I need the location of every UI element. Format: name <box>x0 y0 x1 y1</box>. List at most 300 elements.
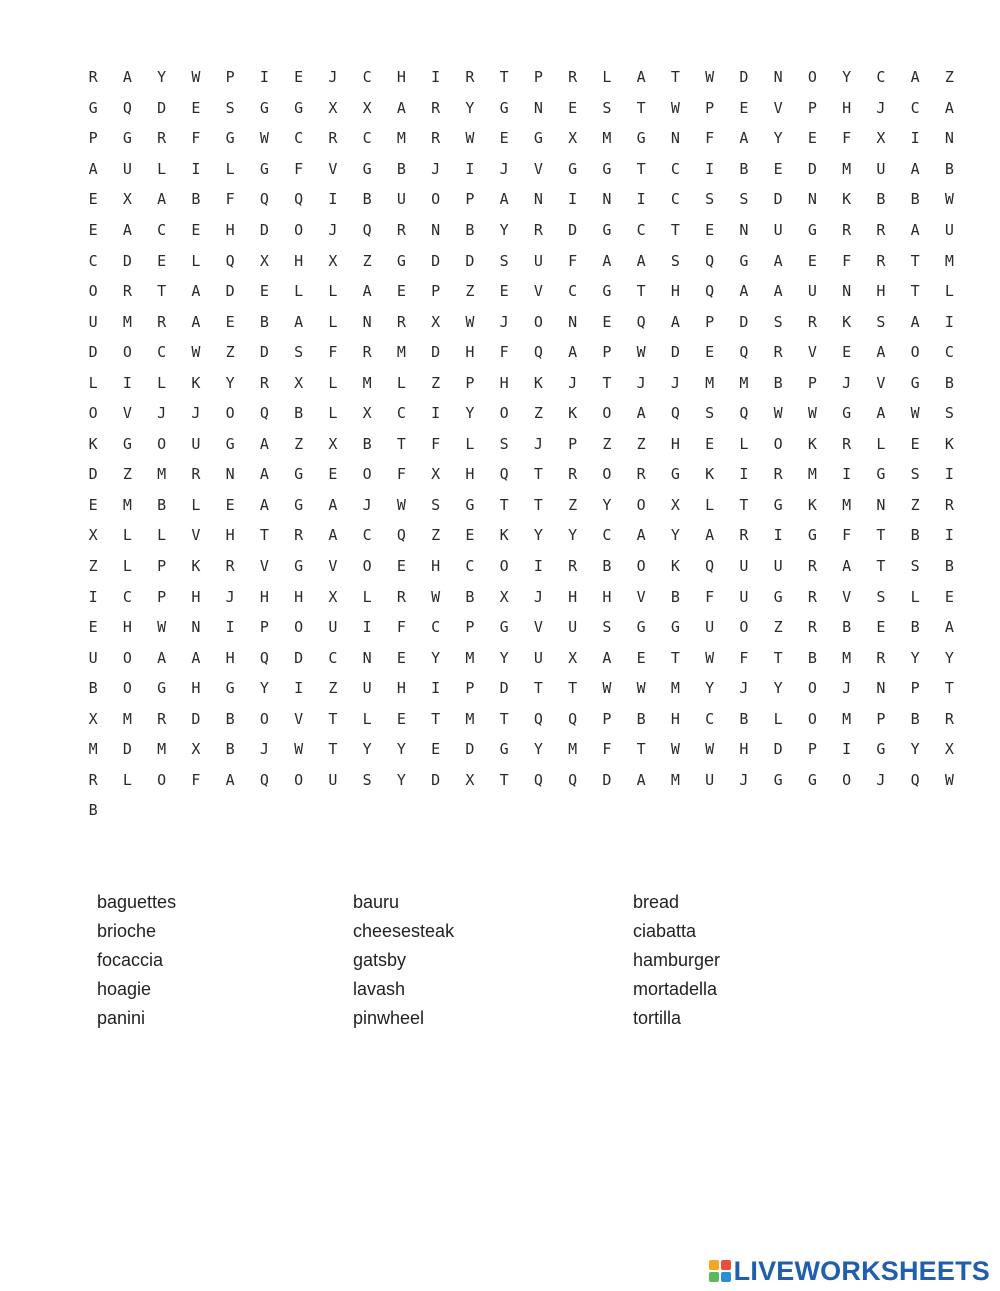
grid-letter[interactable]: N <box>533 98 543 117</box>
grid-letter[interactable]: E <box>773 159 783 178</box>
grid-letter[interactable]: O <box>842 770 852 789</box>
grid-letter[interactable]: L <box>944 282 954 301</box>
grid-letter[interactable]: L <box>328 373 338 392</box>
grid-letter[interactable]: P <box>225 68 235 87</box>
grid-letter[interactable]: A <box>636 404 646 423</box>
grid-letter[interactable]: Y <box>910 740 920 759</box>
grid-letter[interactable]: O <box>431 190 441 209</box>
grid-letter[interactable]: G <box>225 434 235 453</box>
grid-letter[interactable]: W <box>670 98 680 117</box>
grid-letter[interactable]: I <box>568 190 578 209</box>
grid-letter[interactable]: G <box>807 770 817 789</box>
grid-letter[interactable]: I <box>739 465 749 484</box>
grid-letter[interactable]: G <box>910 373 920 392</box>
grid-letter[interactable]: G <box>259 159 269 178</box>
grid-letter[interactable]: I <box>294 679 304 698</box>
grid-letter[interactable]: M <box>842 159 852 178</box>
grid-letter[interactable]: G <box>499 98 509 117</box>
grid-letter[interactable]: F <box>396 465 406 484</box>
grid-letter[interactable]: G <box>294 98 304 117</box>
grid-letter[interactable]: A <box>739 282 749 301</box>
grid-letter[interactable]: X <box>122 190 132 209</box>
grid-letter[interactable]: U <box>944 221 954 239</box>
grid-letter[interactable]: G <box>294 495 304 514</box>
grid-letter[interactable]: H <box>842 98 852 117</box>
grid-letter[interactable]: T <box>328 709 338 728</box>
grid-letter[interactable]: A <box>602 251 612 270</box>
grid-letter[interactable]: M <box>602 129 612 148</box>
grid-letter[interactable]: L <box>739 434 749 453</box>
grid-letter[interactable]: Y <box>842 68 852 87</box>
grid-letter[interactable]: F <box>294 159 304 178</box>
grid-letter[interactable]: A <box>328 495 338 514</box>
grid-letter[interactable]: E <box>499 282 509 301</box>
grid-letter[interactable]: D <box>431 343 441 362</box>
grid-letter[interactable]: T <box>259 526 269 545</box>
grid-letter[interactable]: J <box>328 221 338 239</box>
grid-letter[interactable]: P <box>88 129 98 148</box>
grid-letter[interactable]: P <box>465 190 475 209</box>
grid-letter[interactable]: T <box>670 648 680 667</box>
grid-letter[interactable]: X <box>499 587 509 606</box>
grid-letter[interactable]: G <box>773 587 783 606</box>
grid-letter[interactable]: K <box>807 495 817 514</box>
grid-letter[interactable]: H <box>670 709 680 728</box>
grid-letter[interactable]: A <box>191 282 201 301</box>
grid-letter[interactable]: S <box>294 343 304 362</box>
grid-letter[interactable]: P <box>807 373 817 392</box>
grid-letter[interactable]: S <box>944 404 954 423</box>
grid-letter[interactable]: E <box>807 129 817 148</box>
grid-letter[interactable]: Y <box>396 740 406 759</box>
grid-letter[interactable]: P <box>259 618 269 637</box>
grid-letter[interactable]: L <box>191 495 201 514</box>
grid-letter[interactable]: B <box>602 557 612 576</box>
grid-letter[interactable]: U <box>876 159 886 178</box>
grid-letter[interactable]: Z <box>225 343 235 362</box>
grid-letter[interactable]: Y <box>499 221 509 239</box>
grid-letter[interactable]: Q <box>910 770 920 789</box>
grid-letter[interactable]: V <box>328 159 338 178</box>
grid-letter[interactable]: U <box>739 557 749 576</box>
grid-letter[interactable]: R <box>876 221 886 239</box>
grid-letter[interactable]: M <box>944 251 954 270</box>
grid-letter[interactable]: A <box>362 282 372 301</box>
grid-letter[interactable]: G <box>636 618 646 637</box>
grid-letter[interactable]: P <box>807 740 817 759</box>
grid-letter[interactable]: X <box>88 709 98 728</box>
grid-letter[interactable]: C <box>568 282 578 301</box>
grid-letter[interactable]: K <box>705 465 715 484</box>
grid-letter[interactable]: E <box>944 587 954 606</box>
grid-letter[interactable]: I <box>225 618 235 637</box>
grid-letter[interactable]: A <box>636 68 646 87</box>
grid-letter[interactable]: D <box>259 221 269 239</box>
grid-letter[interactable]: N <box>876 679 886 698</box>
grid-letter[interactable]: P <box>705 98 715 117</box>
grid-letter[interactable]: S <box>225 98 235 117</box>
grid-letter[interactable]: P <box>602 343 612 362</box>
grid-letter[interactable]: E <box>191 98 201 117</box>
grid-letter[interactable]: E <box>88 190 98 209</box>
grid-letter[interactable]: S <box>362 770 372 789</box>
grid-letter[interactable]: N <box>362 648 372 667</box>
grid-letter[interactable]: B <box>739 159 749 178</box>
grid-letter[interactable]: U <box>122 159 132 178</box>
grid-letter[interactable]: Q <box>568 770 578 789</box>
grid-letter[interactable]: U <box>533 251 543 270</box>
grid-letter[interactable]: H <box>670 282 680 301</box>
grid-letter[interactable]: O <box>157 770 167 789</box>
grid-letter[interactable]: V <box>191 526 201 545</box>
grid-letter[interactable]: V <box>807 343 817 362</box>
grid-letter[interactable]: E <box>157 251 167 270</box>
grid-letter[interactable]: U <box>773 557 783 576</box>
grid-letter[interactable]: R <box>944 709 954 728</box>
grid-letter[interactable]: A <box>944 618 954 637</box>
grid-letter[interactable]: N <box>568 312 578 331</box>
grid-letter[interactable]: N <box>225 465 235 484</box>
grid-letter[interactable]: T <box>533 465 543 484</box>
grid-letter[interactable]: S <box>773 312 783 331</box>
grid-letter[interactable]: O <box>533 312 543 331</box>
grid-letter[interactable]: D <box>602 770 612 789</box>
grid-letter[interactable]: A <box>259 434 269 453</box>
grid-letter[interactable]: I <box>431 679 441 698</box>
grid-letter[interactable]: X <box>876 129 886 148</box>
grid-letter[interactable]: H <box>225 648 235 667</box>
grid-letter[interactable]: J <box>533 587 543 606</box>
grid-letter[interactable]: Z <box>88 557 98 576</box>
grid-letter[interactable]: R <box>259 373 269 392</box>
grid-letter[interactable]: I <box>773 526 783 545</box>
grid-letter[interactable]: E <box>396 282 406 301</box>
grid-letter[interactable]: Y <box>362 740 372 759</box>
grid-letter[interactable]: J <box>499 159 509 178</box>
grid-letter[interactable]: D <box>465 251 475 270</box>
grid-letter[interactable]: E <box>910 434 920 453</box>
grid-letter[interactable]: K <box>944 434 954 453</box>
grid-letter[interactable]: R <box>157 312 167 331</box>
grid-letter[interactable]: L <box>910 587 920 606</box>
grid-letter[interactable]: A <box>910 159 920 178</box>
grid-letter[interactable]: T <box>328 740 338 759</box>
grid-letter[interactable]: O <box>225 404 235 423</box>
grid-letter[interactable]: T <box>499 68 509 87</box>
grid-letter[interactable]: H <box>431 557 441 576</box>
grid-letter[interactable]: A <box>842 557 852 576</box>
grid-letter[interactable]: T <box>876 526 886 545</box>
grid-letter[interactable]: R <box>739 526 749 545</box>
grid-letter[interactable]: W <box>944 770 954 789</box>
grid-letter[interactable]: R <box>842 221 852 239</box>
grid-letter[interactable]: W <box>191 68 201 87</box>
grid-letter[interactable]: B <box>773 373 783 392</box>
grid-letter[interactable]: R <box>876 648 886 667</box>
grid-letter[interactable]: R <box>568 465 578 484</box>
grid-letter[interactable]: F <box>225 190 235 209</box>
grid-letter[interactable]: M <box>670 679 680 698</box>
grid-letter[interactable]: P <box>431 282 441 301</box>
grid-letter[interactable]: S <box>876 587 886 606</box>
grid-letter[interactable]: V <box>636 587 646 606</box>
grid-letter[interactable]: G <box>225 679 235 698</box>
grid-letter[interactable]: O <box>88 404 98 423</box>
grid-letter[interactable]: Z <box>362 251 372 270</box>
grid-letter[interactable]: L <box>705 495 715 514</box>
grid-letter[interactable]: I <box>636 190 646 209</box>
grid-letter[interactable]: D <box>499 679 509 698</box>
grid-letter[interactable]: A <box>191 312 201 331</box>
grid-letter[interactable]: S <box>705 190 715 209</box>
grid-letter[interactable]: J <box>157 404 167 423</box>
grid-letter[interactable]: H <box>465 343 475 362</box>
grid-letter[interactable]: I <box>944 465 954 484</box>
grid-letter[interactable]: D <box>773 740 783 759</box>
grid-letter[interactable]: P <box>533 68 543 87</box>
grid-letter[interactable]: T <box>602 373 612 392</box>
grid-letter[interactable]: X <box>362 404 372 423</box>
grid-letter[interactable]: Y <box>533 526 543 545</box>
grid-letter[interactable]: Y <box>568 526 578 545</box>
grid-letter[interactable]: W <box>705 648 715 667</box>
grid-letter[interactable]: S <box>910 465 920 484</box>
grid-letter[interactable]: G <box>122 129 132 148</box>
grid-letter[interactable]: O <box>88 282 98 301</box>
grid-letter[interactable]: D <box>739 312 749 331</box>
grid-letter[interactable]: B <box>362 190 372 209</box>
grid-letter[interactable]: Q <box>259 404 269 423</box>
grid-letter[interactable]: S <box>602 618 612 637</box>
grid-letter[interactable]: E <box>225 312 235 331</box>
grid-letter[interactable]: N <box>739 221 749 239</box>
grid-letter[interactable]: J <box>259 740 269 759</box>
grid-letter[interactable]: O <box>499 404 509 423</box>
grid-letter[interactable]: S <box>876 312 886 331</box>
grid-letter[interactable]: M <box>122 709 132 728</box>
grid-letter[interactable]: R <box>807 312 817 331</box>
grid-letter[interactable]: T <box>670 221 680 239</box>
grid-letter[interactable]: H <box>499 373 509 392</box>
grid-letter[interactable]: M <box>157 740 167 759</box>
grid-letter[interactable]: A <box>876 404 886 423</box>
grid-letter[interactable]: Q <box>568 709 578 728</box>
grid-letter[interactable]: O <box>910 343 920 362</box>
grid-letter[interactable]: Z <box>910 495 920 514</box>
grid-letter[interactable]: B <box>910 526 920 545</box>
grid-letter[interactable]: H <box>225 526 235 545</box>
grid-letter[interactable]: V <box>842 587 852 606</box>
grid-letter[interactable]: Y <box>157 68 167 87</box>
grid-letter[interactable]: I <box>910 129 920 148</box>
grid-letter[interactable]: T <box>636 740 646 759</box>
grid-letter[interactable]: Y <box>396 770 406 789</box>
grid-letter[interactable]: G <box>157 679 167 698</box>
grid-letter[interactable]: P <box>465 373 475 392</box>
grid-letter[interactable]: D <box>670 343 680 362</box>
grid-letter[interactable]: A <box>225 770 235 789</box>
grid-letter[interactable]: A <box>396 98 406 117</box>
grid-letter[interactable]: X <box>431 312 441 331</box>
grid-letter[interactable]: H <box>225 221 235 239</box>
grid-letter[interactable]: G <box>499 740 509 759</box>
grid-letter[interactable]: G <box>568 159 578 178</box>
grid-letter[interactable]: R <box>807 587 817 606</box>
grid-letter[interactable]: K <box>807 434 817 453</box>
grid-letter[interactable]: K <box>670 557 680 576</box>
grid-letter[interactable]: K <box>191 557 201 576</box>
grid-letter[interactable]: Y <box>431 648 441 667</box>
grid-letter[interactable]: O <box>259 709 269 728</box>
grid-letter[interactable]: R <box>157 709 167 728</box>
grid-letter[interactable]: B <box>157 495 167 514</box>
grid-letter[interactable]: U <box>807 282 817 301</box>
grid-letter[interactable]: B <box>191 190 201 209</box>
grid-letter[interactable]: L <box>876 434 886 453</box>
grid-letter[interactable]: H <box>294 251 304 270</box>
grid-letter[interactable]: M <box>807 465 817 484</box>
grid-letter[interactable]: R <box>396 587 406 606</box>
grid-letter[interactable]: R <box>396 312 406 331</box>
grid-letter[interactable]: U <box>362 679 372 698</box>
grid-letter[interactable]: E <box>294 68 304 87</box>
grid-letter[interactable]: J <box>225 587 235 606</box>
grid-letter[interactable]: W <box>191 343 201 362</box>
grid-letter[interactable]: D <box>739 68 749 87</box>
grid-letter[interactable]: S <box>602 98 612 117</box>
grid-letter[interactable]: A <box>944 98 954 117</box>
grid-letter[interactable]: D <box>431 251 441 270</box>
grid-letter[interactable]: R <box>225 557 235 576</box>
grid-letter[interactable]: H <box>396 68 406 87</box>
grid-letter[interactable]: L <box>122 557 132 576</box>
grid-letter[interactable]: W <box>396 495 406 514</box>
grid-letter[interactable]: G <box>294 465 304 484</box>
grid-letter[interactable]: B <box>807 648 817 667</box>
grid-letter[interactable]: B <box>910 618 920 637</box>
grid-letter[interactable]: I <box>431 404 441 423</box>
grid-letter[interactable]: J <box>328 68 338 87</box>
grid-letter[interactable]: A <box>773 251 783 270</box>
grid-letter[interactable]: H <box>122 618 132 637</box>
grid-letter[interactable]: X <box>568 129 578 148</box>
grid-letter[interactable]: V <box>294 709 304 728</box>
grid-letter[interactable]: C <box>602 526 612 545</box>
grid-letter[interactable]: I <box>842 465 852 484</box>
grid-letter[interactable]: E <box>568 98 578 117</box>
grid-letter[interactable]: X <box>944 740 954 759</box>
grid-letter[interactable]: N <box>876 495 886 514</box>
grid-letter[interactable]: Y <box>533 740 543 759</box>
grid-letter[interactable]: D <box>122 251 132 270</box>
grid-letter[interactable]: X <box>670 495 680 514</box>
grid-letter[interactable]: H <box>294 587 304 606</box>
grid-letter[interactable]: T <box>636 282 646 301</box>
grid-letter[interactable]: G <box>465 495 475 514</box>
grid-letter[interactable]: N <box>533 190 543 209</box>
grid-letter[interactable]: T <box>431 709 441 728</box>
grid-letter[interactable]: D <box>225 282 235 301</box>
grid-letter[interactable]: Y <box>499 648 509 667</box>
grid-letter[interactable]: F <box>396 618 406 637</box>
grid-letter[interactable]: D <box>294 648 304 667</box>
grid-letter[interactable]: J <box>739 770 749 789</box>
grid-letter[interactable]: P <box>157 557 167 576</box>
grid-letter[interactable]: G <box>225 129 235 148</box>
grid-letter[interactable]: A <box>122 221 132 239</box>
grid-letter[interactable]: N <box>191 618 201 637</box>
grid-letter[interactable]: T <box>499 709 509 728</box>
grid-letter[interactable]: F <box>328 343 338 362</box>
grid-letter[interactable]: Q <box>225 251 235 270</box>
grid-letter[interactable]: Q <box>294 190 304 209</box>
grid-letter[interactable]: N <box>670 129 680 148</box>
grid-letter[interactable]: Q <box>396 526 406 545</box>
grid-letter[interactable]: T <box>636 159 646 178</box>
grid-letter[interactable]: R <box>568 68 578 87</box>
grid-letter[interactable]: E <box>88 221 98 239</box>
grid-letter[interactable]: O <box>636 557 646 576</box>
grid-letter[interactable]: A <box>739 129 749 148</box>
grid-letter[interactable]: B <box>225 740 235 759</box>
grid-letter[interactable]: D <box>807 159 817 178</box>
grid-letter[interactable]: W <box>670 740 680 759</box>
grid-letter[interactable]: J <box>362 495 372 514</box>
grid-letter[interactable]: B <box>944 373 954 392</box>
grid-letter[interactable]: M <box>396 129 406 148</box>
grid-letter[interactable]: G <box>122 434 132 453</box>
grid-letter[interactable]: B <box>636 709 646 728</box>
grid-letter[interactable]: R <box>636 465 646 484</box>
grid-letter[interactable]: L <box>122 770 132 789</box>
grid-letter[interactable]: Z <box>944 68 954 87</box>
grid-letter[interactable]: L <box>157 159 167 178</box>
grid-letter[interactable]: R <box>568 557 578 576</box>
grid-letter[interactable]: T <box>499 495 509 514</box>
grid-letter[interactable]: G <box>876 465 886 484</box>
grid-letter[interactable]: O <box>807 68 817 87</box>
grid-letter[interactable]: H <box>568 587 578 606</box>
grid-letter[interactable]: O <box>602 465 612 484</box>
grid-letter[interactable]: E <box>259 282 269 301</box>
grid-letter[interactable]: W <box>773 404 783 423</box>
grid-letter[interactable]: L <box>294 282 304 301</box>
grid-letter[interactable]: Q <box>122 98 132 117</box>
grid-letter[interactable]: N <box>431 221 441 239</box>
grid-letter[interactable]: R <box>294 526 304 545</box>
grid-letter[interactable]: D <box>431 770 441 789</box>
grid-letter[interactable]: E <box>499 129 509 148</box>
grid-letter[interactable]: D <box>157 98 167 117</box>
grid-letter[interactable]: J <box>191 404 201 423</box>
grid-letter[interactable]: G <box>842 404 852 423</box>
grid-letter[interactable]: E <box>396 709 406 728</box>
grid-letter[interactable]: H <box>670 434 680 453</box>
grid-letter[interactable]: D <box>122 740 132 759</box>
grid-letter[interactable]: L <box>362 587 372 606</box>
grid-letter[interactable]: B <box>944 159 954 178</box>
grid-letter[interactable]: A <box>602 648 612 667</box>
grid-letter[interactable]: B <box>910 709 920 728</box>
grid-letter[interactable]: I <box>944 526 954 545</box>
grid-letter[interactable]: V <box>533 282 543 301</box>
grid-letter[interactable]: Q <box>705 282 715 301</box>
grid-letter[interactable]: R <box>773 343 783 362</box>
grid-letter[interactable]: P <box>705 312 715 331</box>
grid-letter[interactable]: H <box>876 282 886 301</box>
grid-letter[interactable]: J <box>568 373 578 392</box>
grid-letter[interactable]: B <box>739 709 749 728</box>
